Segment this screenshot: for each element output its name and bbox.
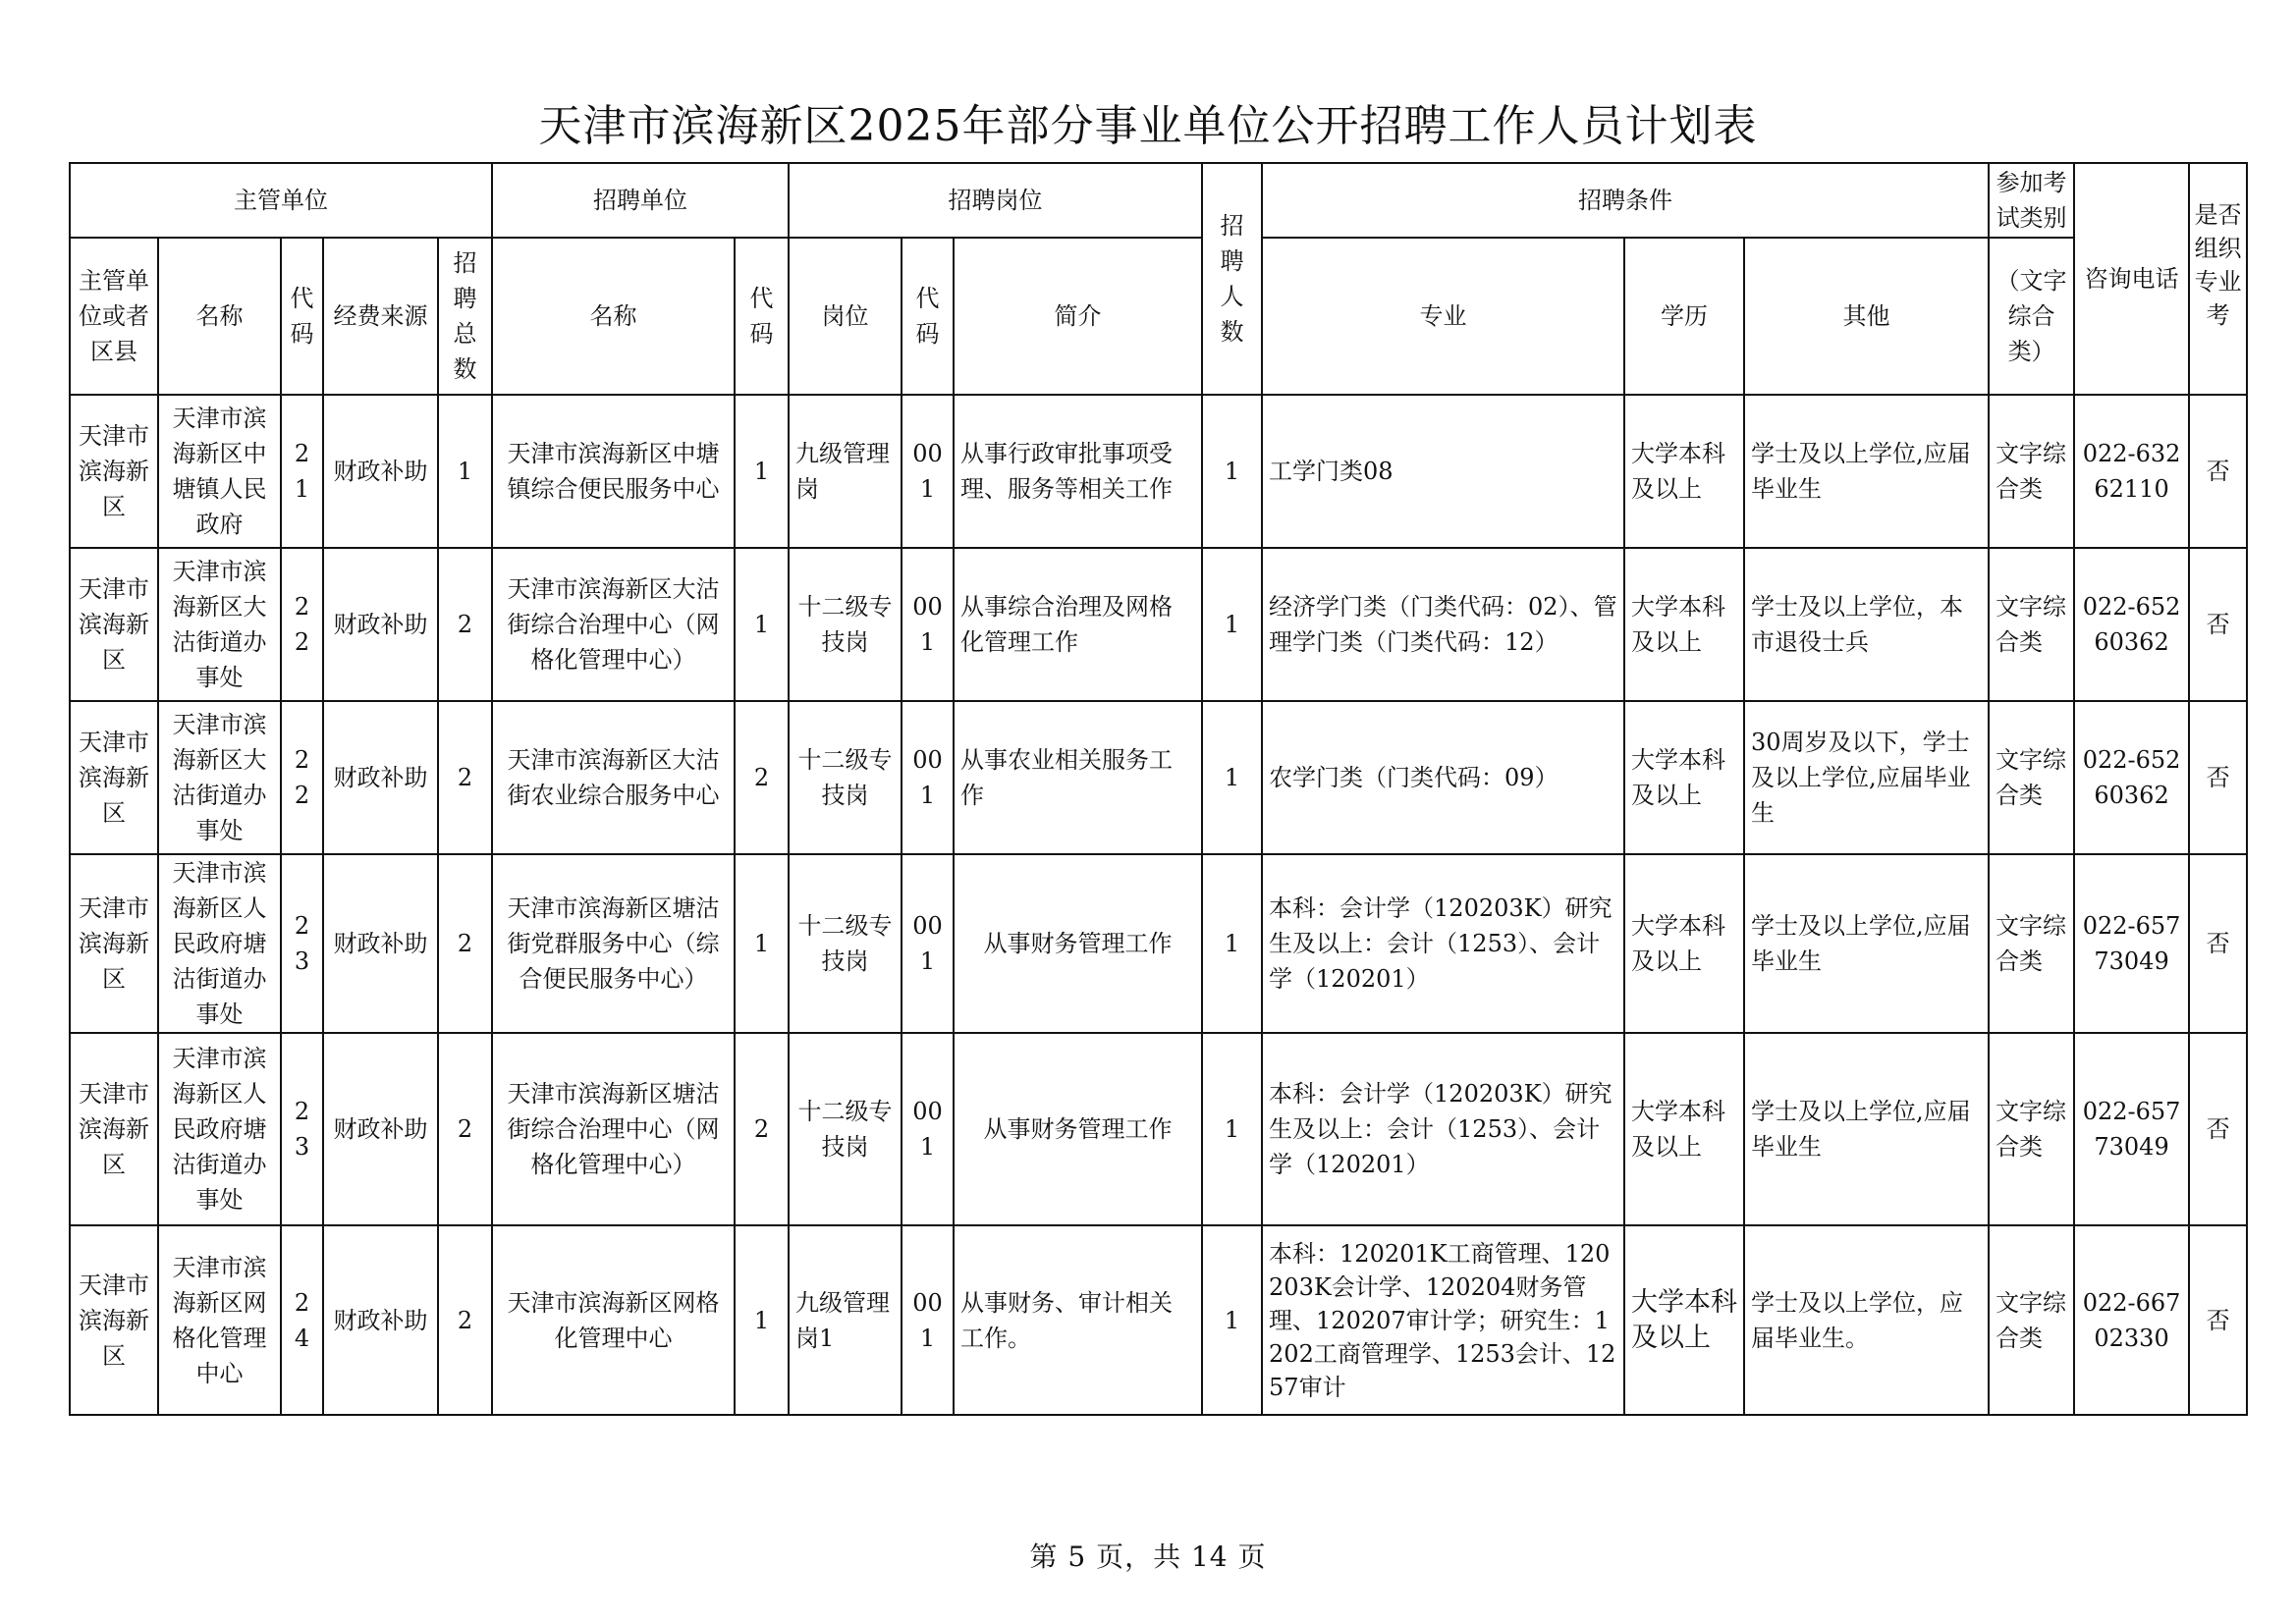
cell-unit-code: 1 — [735, 548, 789, 701]
cell-sup-name: 天津市滨海新区大沽街道办事处 — [158, 548, 281, 701]
cell-sup-name: 天津市滨海新区人民政府塘沽街道办事处 — [158, 1033, 281, 1225]
cell-unit-code: 1 — [735, 395, 789, 548]
header-education: 学历 — [1624, 238, 1744, 395]
cell-post: 十二级专技岗 — [789, 1033, 902, 1225]
cell-education: 大学本科及以上 — [1624, 395, 1744, 548]
page-title: 天津市滨海新区2025年部分事业单位公开招聘工作人员计划表 — [538, 101, 1758, 151]
cell-exam: 文字综合类 — [1989, 1033, 2074, 1225]
cell-education: 大学本科及以上 — [1624, 1225, 1744, 1415]
header-funding: 经费来源 — [323, 238, 438, 395]
cell-exam: 文字综合类 — [1989, 395, 2074, 548]
header-major: 专业 — [1262, 238, 1624, 395]
cell-major: 本科：120201K工商管理、120203K会计学、120204财务管理、120207审计学；研究生：1202工商管理学、1253会计、1257审计 — [1262, 1225, 1624, 1415]
header-exam-type: 参加考试类别 — [1989, 163, 2074, 238]
cell-post-code: 001 — [902, 1033, 954, 1225]
recruitment-plan-table — [69, 162, 2248, 1416]
header-recruit-count: 招聘人数 — [1202, 163, 1262, 395]
table-row — [70, 1033, 2247, 1225]
cell-total: 2 — [438, 548, 492, 701]
cell-sup-code: 23 — [281, 854, 323, 1033]
cell-count: 1 — [1202, 701, 1262, 854]
cell-total: 2 — [438, 854, 492, 1033]
header-conditions-group: 招聘条件 — [1262, 163, 1989, 238]
header-intro: 简介 — [954, 238, 1202, 395]
header-unit-code: 代码 — [735, 238, 789, 395]
cell-phone: 022-65260362 — [2074, 701, 2189, 854]
cell-funding: 财政补助 — [323, 701, 438, 854]
cell-major: 本科：会计学（120203K）研究生及以上：会计（1253）、会计学（120201） — [1262, 854, 1624, 1033]
cell-funding: 财政补助 — [323, 854, 438, 1033]
cell-major: 农学门类（门类代码：09） — [1262, 701, 1624, 854]
cell-organize: 否 — [2189, 548, 2247, 701]
header-phone: 咨询电话 — [2074, 163, 2189, 395]
cell-count: 1 — [1202, 395, 1262, 548]
header-sup-district: 主管单位或者区县 — [70, 238, 158, 395]
cell-other: 学士及以上学位,应届毕业生 — [1744, 1033, 1989, 1225]
cell-education: 大学本科及以上 — [1624, 548, 1744, 701]
cell-unit-name: 天津市滨海新区中塘镇综合便民服务中心 — [492, 395, 735, 548]
header-organize-test: 是否组织专业考 — [2189, 163, 2247, 395]
table-row — [70, 395, 2247, 548]
header-row-1 — [70, 163, 2247, 238]
cell-exam: 文字综合类 — [1989, 548, 2074, 701]
cell-total: 1 — [438, 395, 492, 548]
header-row-2 — [70, 238, 2247, 395]
cell-exam: 文字综合类 — [1989, 1225, 2074, 1415]
header-unit-name: 名称 — [492, 238, 735, 395]
cell-post-code: 001 — [902, 1225, 954, 1415]
cell-intro: 从事财务、审计相关工作。 — [954, 1225, 1202, 1415]
cell-district: 天津市滨海新区 — [70, 395, 158, 548]
cell-unit-name: 天津市滨海新区塘沽街党群服务中心（综合便民服务中心） — [492, 854, 735, 1033]
table-row — [70, 701, 2247, 854]
cell-district: 天津市滨海新区 — [70, 1033, 158, 1225]
table-row — [70, 854, 2247, 1033]
header-sup-name: 名称 — [158, 238, 281, 395]
cell-district: 天津市滨海新区 — [70, 701, 158, 854]
cell-unit-code: 1 — [735, 1225, 789, 1415]
cell-post: 十二级专技岗 — [789, 854, 902, 1033]
cell-major: 本科：会计学（120203K）研究生及以上：会计（1253）、会计学（120201） — [1262, 1033, 1624, 1225]
cell-total: 2 — [438, 1225, 492, 1415]
cell-post-code: 001 — [902, 854, 954, 1033]
cell-post: 九级管理岗1 — [789, 1225, 902, 1415]
cell-post: 九级管理岗 — [789, 395, 902, 548]
cell-count: 1 — [1202, 854, 1262, 1033]
cell-organize: 否 — [2189, 854, 2247, 1033]
cell-unit-name: 天津市滨海新区大沽街农业综合服务中心 — [492, 701, 735, 854]
page-number: 第 5 页，共 14 页 — [1029, 1541, 1267, 1573]
cell-post-code: 001 — [902, 701, 954, 854]
cell-phone: 022-65773049 — [2074, 854, 2189, 1033]
table-row — [70, 548, 2247, 701]
cell-other: 学士及以上学位,应届毕业生 — [1744, 854, 1989, 1033]
cell-post: 十二级专技岗 — [789, 701, 902, 854]
cell-intro: 从事农业相关服务工作 — [954, 701, 1202, 854]
cell-post-code: 001 — [902, 395, 954, 548]
cell-major: 经济学门类（门类代码：02）、管理学门类（门类代码：12） — [1262, 548, 1624, 701]
cell-sup-code: 22 — [281, 701, 323, 854]
cell-post-code: 001 — [902, 548, 954, 701]
cell-exam: 文字综合类 — [1989, 701, 2074, 854]
cell-education: 大学本科及以上 — [1624, 854, 1744, 1033]
table-row — [70, 1225, 2247, 1415]
cell-phone: 022-63262110 — [2074, 395, 2189, 548]
header-position-group: 招聘岗位 — [789, 163, 1202, 238]
header-post-code: 代码 — [902, 238, 954, 395]
cell-education: 大学本科及以上 — [1624, 1033, 1744, 1225]
cell-sup-code: 22 — [281, 548, 323, 701]
cell-count: 1 — [1202, 1033, 1262, 1225]
cell-organize: 否 — [2189, 395, 2247, 548]
cell-sup-name: 天津市滨海新区大沽街道办事处 — [158, 701, 281, 854]
cell-unit-code: 1 — [735, 854, 789, 1033]
cell-major: 工学门类08 — [1262, 395, 1624, 548]
header-other: 其他 — [1744, 238, 1989, 395]
cell-funding: 财政补助 — [323, 1225, 438, 1415]
cell-count: 1 — [1202, 548, 1262, 701]
cell-sup-name: 天津市滨海新区中塘镇人民政府 — [158, 395, 281, 548]
header-recruiting-unit-group: 招聘单位 — [492, 163, 789, 238]
cell-unit-name: 天津市滨海新区塘沽街综合治理中心（网格化管理中心） — [492, 1033, 735, 1225]
cell-organize: 否 — [2189, 701, 2247, 854]
cell-sup-code: 23 — [281, 1033, 323, 1225]
cell-organize: 否 — [2189, 1225, 2247, 1415]
cell-intro: 从事财务管理工作 — [954, 854, 1202, 1033]
cell-intro: 从事综合治理及网格化管理工作 — [954, 548, 1202, 701]
cell-phone: 022-65260362 — [2074, 548, 2189, 701]
cell-intro: 从事财务管理工作 — [954, 1033, 1202, 1225]
cell-funding: 财政补助 — [323, 395, 438, 548]
cell-education: 大学本科及以上 — [1624, 701, 1744, 854]
cell-district: 天津市滨海新区 — [70, 854, 158, 1033]
cell-total: 2 — [438, 701, 492, 854]
cell-funding: 财政补助 — [323, 548, 438, 701]
header-exam-type-note: （文字综合类） — [1989, 238, 2074, 395]
cell-sup-code: 24 — [281, 1225, 323, 1415]
cell-count: 1 — [1202, 1225, 1262, 1415]
cell-sup-name: 天津市滨海新区人民政府塘沽街道办事处 — [158, 854, 281, 1033]
cell-sup-name: 天津市滨海新区网格化管理中心 — [158, 1225, 281, 1415]
cell-district: 天津市滨海新区 — [70, 1225, 158, 1415]
cell-district: 天津市滨海新区 — [70, 548, 158, 701]
cell-unit-code: 2 — [735, 1033, 789, 1225]
header-total: 招聘总数 — [438, 238, 492, 395]
cell-intro: 从事行政审批事项受理、服务等相关工作 — [954, 395, 1202, 548]
cell-phone: 022-65773049 — [2074, 1033, 2189, 1225]
header-post: 岗位 — [789, 238, 902, 395]
cell-exam: 文字综合类 — [1989, 854, 2074, 1033]
cell-unit-code: 2 — [735, 701, 789, 854]
cell-other: 学士及以上学位,应届毕业生 — [1744, 395, 1989, 548]
cell-other: 学士及以上学位，本市退役士兵 — [1744, 548, 1989, 701]
cell-funding: 财政补助 — [323, 1033, 438, 1225]
cell-organize: 否 — [2189, 1033, 2247, 1225]
cell-unit-name: 天津市滨海新区大沽街综合治理中心（网格化管理中心） — [492, 548, 735, 701]
cell-other: 30周岁及以下，学士及以上学位,应届毕业生 — [1744, 701, 1989, 854]
cell-post: 十二级专技岗 — [789, 548, 902, 701]
header-sup-code: 代码 — [281, 238, 323, 395]
cell-unit-name: 天津市滨海新区网格化管理中心 — [492, 1225, 735, 1415]
header-supervisor-group: 主管单位 — [70, 163, 492, 238]
cell-sup-code: 21 — [281, 395, 323, 548]
cell-total: 2 — [438, 1033, 492, 1225]
cell-other: 学士及以上学位，应届毕业生。 — [1744, 1225, 1989, 1415]
cell-phone: 022-66702330 — [2074, 1225, 2189, 1415]
